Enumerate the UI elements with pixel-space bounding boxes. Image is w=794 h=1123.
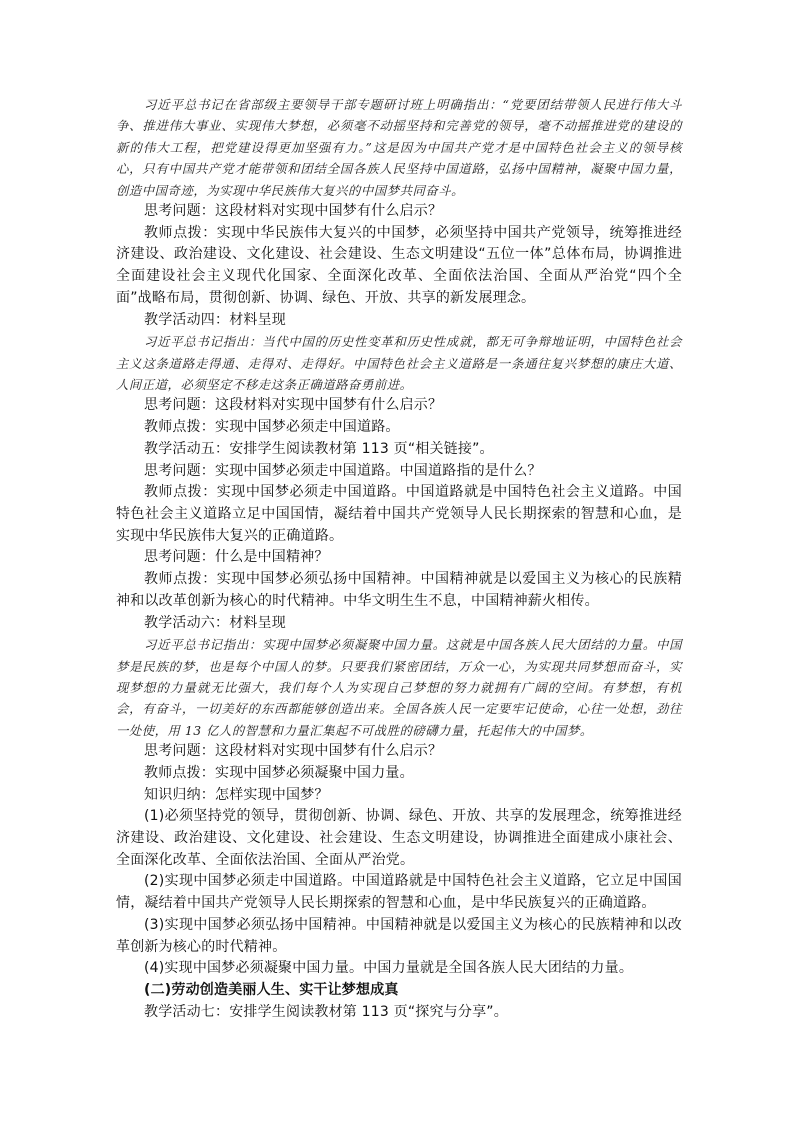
paragraph-text: (二)劳动创造美丽人生、实干让梦想成真 bbox=[144, 981, 399, 998]
paragraph-label: 教学活动四： bbox=[144, 311, 230, 328]
paragraph-text: (2)实现中国梦必须走中国道路。中国道路就是中国特色社会主义道路，它立足中国国情，凝结着中国共产党领导人民长期探索的智慧和心血，是中华民族复兴的正确道路。 bbox=[116, 873, 682, 912]
paragraph-label: 教师点拨： bbox=[144, 571, 217, 588]
lesson-paragraph bbox=[116, 980, 682, 1002]
lesson-paragraph bbox=[116, 613, 682, 635]
paragraph-label: 教师点拨： bbox=[144, 419, 215, 436]
paragraph-text: 这段材料对实现中国梦有什么启示？ bbox=[215, 397, 443, 414]
lesson-paragraph bbox=[116, 461, 682, 483]
quoted-material-paragraph bbox=[116, 94, 682, 201]
lesson-paragraph bbox=[116, 958, 682, 980]
paragraph-text: 什么是中国精神？ bbox=[215, 549, 329, 566]
paragraph-text: 这段材料对实现中国梦有什么启示？ bbox=[215, 743, 443, 760]
lesson-paragraph bbox=[116, 763, 682, 785]
document-body bbox=[116, 94, 682, 1023]
lesson-paragraph bbox=[116, 1002, 682, 1024]
lesson-paragraph bbox=[116, 806, 682, 871]
quoted-material-paragraph bbox=[116, 634, 682, 741]
paragraph-text: 实现中华民族伟大复兴的中国梦，必须坚持中国共产党领导，统筹推进经济建设、政治建设、文化建设、社会建设、生态文明建设“五位一体”总体布局，协调推进全面建设社会主义现代化国家、全面深化改革、全面依法治国、全面从严治党“四个全面”战略布局，贯彻创新、协调、绿色、开放、共享的新发展理念。 bbox=[116, 224, 682, 306]
paragraph-text: 这段材料对实现中国梦有什么启示？ bbox=[215, 203, 443, 220]
paragraph-label: 教学活动六： bbox=[144, 614, 230, 631]
paragraph-text: 实现中国梦必须走中国道路。 bbox=[215, 419, 400, 436]
lesson-paragraph bbox=[116, 439, 682, 461]
paragraph-label: 教学活动七： bbox=[144, 1003, 230, 1020]
lesson-paragraph bbox=[116, 395, 682, 417]
paragraph-text: 材料呈现 bbox=[229, 311, 287, 328]
paragraph-label: 思考问题： bbox=[144, 743, 215, 760]
paragraph-text: 实现中国梦必须凝聚中国力量。 bbox=[215, 764, 414, 781]
paragraph-label: 思考问题： bbox=[144, 462, 215, 479]
lesson-paragraph bbox=[116, 785, 682, 807]
paragraph-label: 教师点拨： bbox=[144, 764, 215, 781]
lesson-paragraph bbox=[116, 223, 682, 310]
paragraph-text: 习近平总书记指出：当代中国的历史性变革和历史性成就，都无可争辩地证明，中国特色社会主义这条道路走得通、走得对、走得好。中国特色社会主义道路是一条通往复兴梦想的康庄大道、人间正道，必须坚定不移走这条正确道路奋勇前进。 bbox=[116, 334, 682, 393]
lesson-paragraph bbox=[116, 915, 682, 958]
paragraph-label: 知识归纳： bbox=[144, 786, 215, 803]
paragraph-text: (1)必须坚持党的领导，贯彻创新、协调、绿色、开放、共享的发展理念，统筹推进经济建设、政治建设、文化建设、社会建设、生态文明建设，协调推进全面建成小康社会、全面深化改革、全面依法治国、全面从严治党。 bbox=[116, 808, 682, 868]
paragraph-text: 怎样实现中国梦？ bbox=[215, 786, 329, 803]
lesson-paragraph bbox=[116, 569, 682, 612]
paragraph-text: 材料呈现 bbox=[229, 614, 287, 631]
paragraph-label: 教师点拨： bbox=[144, 484, 217, 501]
paragraph-text: 实现中国梦必须弘扬中国精神。中国精神就是以爱国主义为核心的民族精神和以改革创新为核心的时代精神。中华文明生生不息，中国精神薪火相传。 bbox=[116, 571, 682, 609]
paragraph-label: 思考问题： bbox=[144, 203, 215, 220]
lesson-paragraph bbox=[116, 741, 682, 763]
paragraph-text: 安排学生阅读教材第 113 页“探究与分享”。 bbox=[229, 1003, 508, 1020]
lesson-paragraph bbox=[116, 871, 682, 914]
lesson-paragraph bbox=[116, 547, 682, 569]
paragraph-text: 实现中国梦必须走中国道路。中国道路指的是什么？ bbox=[215, 462, 542, 479]
paragraph-label: 思考问题： bbox=[144, 397, 215, 414]
paragraph-text: 习近平总书记在省部级主要领导干部专题研讨班上明确指出：“党要团结带领人民进行伟大斗争、推进伟大事业、实现伟大梦想，必须毫不动摇坚持和完善党的领导，毫不动摇推进党的建设的新的伟大工程，把党建设得更加坚强有力。”这是因为中国共产党才是中国特色社会主义的领导核心，只有中国共产党才能带领和团结全国各族人民坚持中国道路，弘扬中国精神，凝聚中国力量，创造中国奇迹，为实现中华民族伟大复兴的中国梦共同奋斗。 bbox=[116, 97, 682, 198]
lesson-paragraph bbox=[116, 482, 682, 547]
paragraph-text: (3)实现中国梦必须弘扬中国精神。中国精神就是以爱国主义为核心的民族精神和以改革创新为核心的时代精神。 bbox=[116, 916, 682, 955]
paragraph-label: 教师点拨： bbox=[144, 224, 217, 241]
lesson-paragraph bbox=[116, 310, 682, 332]
paragraph-label: 教学活动五： bbox=[144, 440, 230, 457]
paragraph-text: 安排学生阅读教材第 113 页“相关链接”。 bbox=[229, 440, 494, 457]
quoted-material-paragraph bbox=[116, 331, 682, 395]
paragraph-label: 思考问题： bbox=[144, 549, 215, 566]
paragraph-text: 习近平总书记指出：实现中国梦必须凝聚中国力量。这就是中国各族人民大团结的力量。中国梦是民族的梦，也是每个中国人的梦。只要我们紧密团结，万众一心，为实现共同梦想而奋斗，实现梦想的力量就无比强大，我们每个人为实现自己梦想的努力就拥有广阔的空间。有梦想，有机会，有奋斗，一切美好的东西都能够创造出来。全国各族人民一定要牢记使命，心往一处想，劲往一处使，用 13 亿人的智慧和力量汇集起不可战胜的磅礴力量，托起伟大的中国梦。 bbox=[116, 637, 682, 738]
lesson-paragraph bbox=[116, 417, 682, 439]
paragraph-text: 实现中国梦必须走中国道路。中国道路就是中国特色社会主义道路。中国特色社会主义道路立足中国国情，凝结着中国共产党领导人民长期探索的智慧和心血，是实现中华民族伟大复兴的正确道路。 bbox=[116, 484, 682, 544]
paragraph-text: (4)实现中国梦必须凝聚中国力量。中国力量就是全国各族人民大团结的力量。 bbox=[144, 960, 634, 977]
lesson-paragraph bbox=[116, 201, 682, 223]
